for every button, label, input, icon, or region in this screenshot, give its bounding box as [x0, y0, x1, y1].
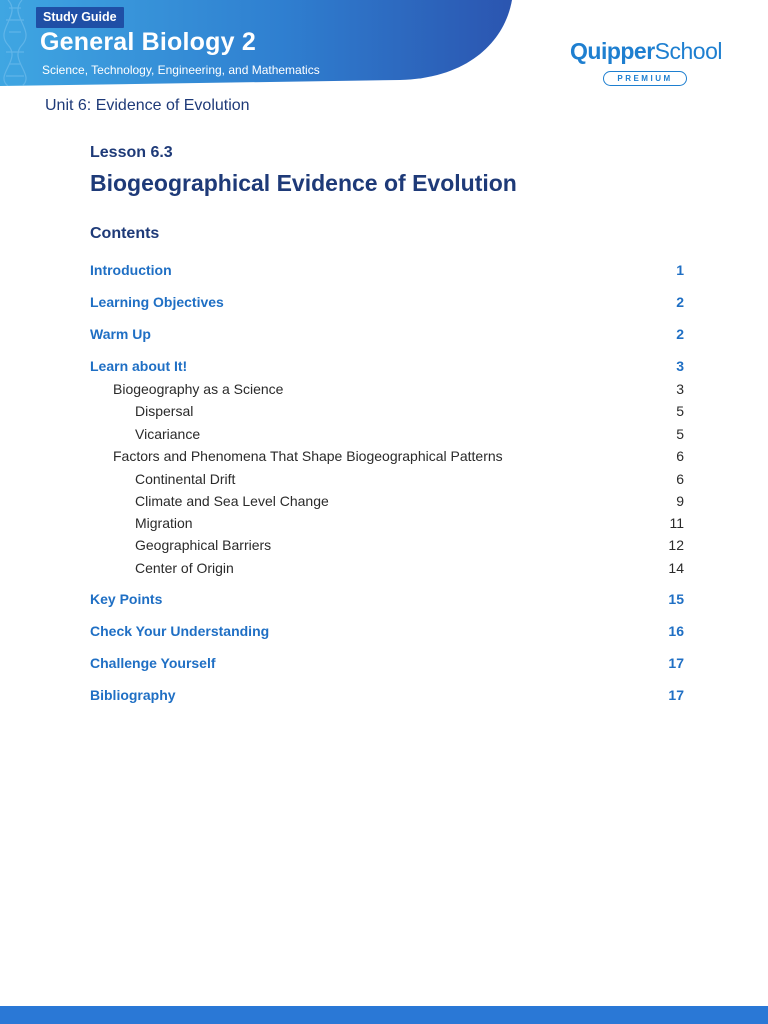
logo-school-text: School	[654, 38, 722, 64]
toc-entry[interactable]	[90, 622, 684, 640]
toc-entry-page: 1	[676, 262, 684, 278]
toc-entry-page: 6	[676, 448, 684, 464]
toc-entry-page: 9	[676, 493, 684, 509]
logo-quipper-text: Quipper	[570, 38, 655, 64]
toc-entry-label: Migration	[135, 515, 193, 531]
toc-entry-label: Learning Objectives	[90, 294, 224, 310]
toc-entry-page: 2	[676, 326, 684, 342]
toc-entry[interactable]	[90, 492, 684, 510]
course-subtitle: Science, Technology, Engineering, and Mathematics	[42, 63, 320, 77]
toc-entry-label: Factors and Phenomena That Shape Biogeographical Patterns	[113, 448, 503, 464]
toc-entry-label: Check Your Understanding	[90, 623, 270, 639]
toc-entry-page: 5	[676, 403, 684, 419]
toc-entry[interactable]	[90, 447, 684, 465]
course-title: General Biology 2	[40, 28, 256, 56]
footer-bar	[0, 1006, 768, 1024]
toc-entry-page: 3	[676, 358, 684, 374]
header-banner	[0, 0, 520, 86]
unit-title: Unit 6: Evidence of Evolution	[45, 97, 250, 114]
toc-entry-label: Center of Origin	[135, 560, 234, 576]
toc-entry-label: Climate and Sea Level Change	[135, 493, 329, 509]
toc-entry[interactable]	[90, 514, 684, 532]
toc-entry-label: Warm Up	[90, 326, 151, 342]
toc-entry-page: 17	[668, 655, 684, 671]
logo-premium-pill: PREMIUM	[603, 71, 687, 86]
toc-entry-label: Bibliography	[90, 687, 176, 703]
toc-entry[interactable]	[90, 686, 684, 704]
lesson-number: Lesson 6.3	[90, 144, 173, 161]
toc-entry[interactable]	[90, 590, 684, 608]
toc-entry[interactable]	[90, 559, 684, 577]
toc-entry-page: 2	[676, 294, 684, 310]
toc-entry-label: Learn about It!	[90, 358, 188, 374]
toc-entry[interactable]	[90, 357, 684, 375]
toc-entry-label: Biogeography as a Science	[113, 381, 284, 397]
toc-entry-page: 6	[676, 471, 684, 487]
toc-entry-page: 12	[668, 537, 684, 553]
toc-entry-label: Vicariance	[135, 426, 201, 442]
toc-entry[interactable]	[90, 325, 684, 343]
toc-entry-page: 16	[668, 623, 684, 639]
toc-entry[interactable]	[90, 654, 684, 672]
toc-entry-page: 15	[668, 591, 684, 607]
study-guide-badge: Study Guide	[36, 7, 124, 28]
toc-entry-page: 11	[669, 515, 684, 531]
toc-entry[interactable]	[90, 470, 684, 488]
logo-wordmark	[570, 38, 725, 65]
toc-entry-label: Continental Drift	[135, 471, 236, 487]
toc-entry[interactable]	[90, 261, 684, 279]
toc-entry-label: Geographical Barriers	[135, 537, 272, 553]
toc-entry-label: Key Points	[90, 591, 163, 607]
toc-entry[interactable]	[90, 536, 684, 554]
contents-heading: Contents	[90, 225, 160, 242]
toc-entry[interactable]	[90, 380, 684, 398]
toc-entry-label: Dispersal	[135, 403, 194, 419]
lesson-title: Biogeographical Evidence of Evolution	[90, 170, 517, 196]
toc-entry-page: 5	[676, 426, 684, 442]
toc-entry-page: 3	[676, 381, 684, 397]
toc-entry[interactable]	[90, 402, 684, 420]
toc-entry-page: 17	[668, 687, 684, 703]
quipper-school-logo	[570, 38, 725, 90]
toc-entry-label: Introduction	[90, 262, 172, 278]
toc-entry[interactable]	[90, 425, 684, 443]
toc-entry-page: 14	[668, 560, 684, 576]
toc-entry[interactable]	[90, 293, 684, 311]
toc-entry-label: Challenge Yourself	[90, 655, 216, 671]
